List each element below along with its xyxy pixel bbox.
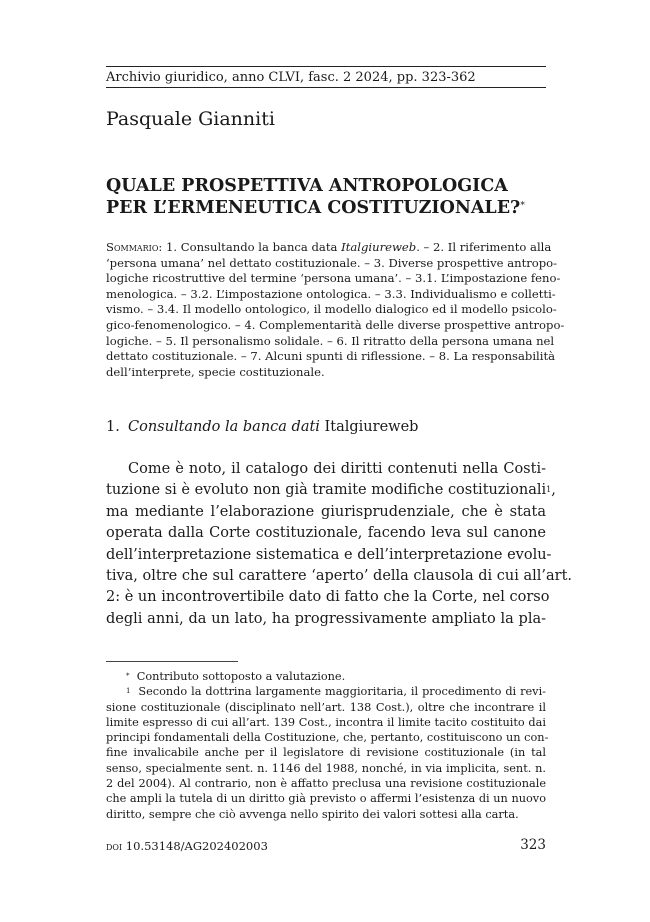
section-heading <box>106 419 418 435</box>
footnote-1-line: senso, specialmente sent. n. 1146 del 1988, nonché, in via implicita, sent. n. <box>106 761 546 775</box>
summary-text: . – 2. Il riferimento alla <box>416 240 552 254</box>
footnote-1-line: limite espresso di cui all’art. 139 Cost., incontra il limite tacito costituito dai <box>106 715 546 729</box>
title-line-1: QUALE PROSPETTIVA ANTROPOLOGICA <box>106 176 508 196</box>
footnote-1-line: fine invalicabile anche per il legislatore di revisione costituzionale (in tal <box>106 746 546 760</box>
summary-line: menologica. – 3.2. L’impostazione ontologica. – 3.3. Individualismo e colletti- <box>106 286 556 301</box>
footnotes <box>106 669 549 822</box>
header-top-rule <box>106 66 546 67</box>
doi-value[interactable]: 10.53148/AG202402003 <box>122 839 268 853</box>
footnote-1-text: Secondo la dottrina largamente maggioritaria, il procedimento di revi- <box>138 685 546 699</box>
summary-text: : 1. Consultando la banca data <box>158 240 342 254</box>
footnote-1-line: che ampli la tutela di un diritto già previsto o affermi l’esistenza di un nuovo <box>106 792 546 806</box>
title-line-2-text: PER L’ERMENEUTICA COSTITUZIONALE? <box>106 198 521 218</box>
section-title-italic: Consultando la banca dati <box>128 419 320 435</box>
body-line: ma mediante l’elaborazione giurisprudenziale, che è stata <box>106 503 546 520</box>
footnote-1-mark: 1 <box>126 687 131 696</box>
body-line: dell’interpretazione sistematica e dell’interpretazione evolu- <box>106 546 552 563</box>
body-line: 2: è un incontrovertibile dato di fatto che la Corte, nel corso <box>106 589 550 606</box>
body-text <box>106 459 573 630</box>
doi-label: doi <box>106 839 123 853</box>
footnote-1-line: principi fondamentali della Costituzione, che, pertanto, costituiscono un con- <box>106 731 549 745</box>
summary-block <box>106 240 565 380</box>
summary-line: logiche. – 5. Il personalismo solidale. – 6. Il ritratto della persona umana nel <box>106 333 555 348</box>
summary-line: vismo. – 3.4. Il modello ontologico, il modello dialogico ed il modello psicolo- <box>106 302 557 317</box>
footnote-1-line: sione costituzionale (disciplinato nell’art. 138 Cost.), oltre che incontrare il <box>106 700 546 714</box>
doi-line <box>106 839 268 853</box>
body-line-text: tuzione si è evoluto non già tramite modifiche costituzionali <box>106 482 547 499</box>
footnote-separator <box>106 661 238 662</box>
page-number: 323 <box>520 837 546 853</box>
footnote-star-text: Contributo sottoposto a valutazione. <box>136 670 346 683</box>
journal-citation: Archivio giuridico, anno CLVI, fasc. 2 2024, pp. 323-362 <box>106 70 476 85</box>
section-title-roman: Italgiureweb <box>319 419 419 435</box>
summary-italic: Italgiureweb <box>341 240 417 254</box>
footnote-1-line: 2 del 2004). Al contrario, non è affatto preclusa una revisione costituzionale <box>106 777 546 791</box>
body-line: degli anni, da un lato, ha progressivamente ampliato la pla- <box>106 610 546 627</box>
summary-line <box>106 240 552 256</box>
footnote-1-line: diritto, sempre che ciò avvenga nello spirito dei valori sottesi alla carta. <box>106 807 519 821</box>
body-line <box>106 480 556 501</box>
title-footnote-mark: * <box>520 201 525 211</box>
footnote-star <box>106 669 546 684</box>
body-line: tiva, oltre che sul carattere ‘aperto’ della clausola di cui all’art. <box>106 568 573 585</box>
footnote-1-line <box>106 684 546 699</box>
article-title <box>106 175 525 219</box>
footnote-star-mark: * <box>126 672 130 680</box>
summary-label: Sommario <box>106 240 159 254</box>
title-line-2 <box>106 197 525 219</box>
body-line: Come è noto, il catalogo dei diritti contenuti nella Costi- <box>128 461 546 477</box>
summary-line: gico-fenomenologico. – 4. Complementarità delle diverse prospettive antropo- <box>106 317 565 332</box>
paper-page <box>106 0 573 922</box>
summary-line: dettato costituzionale. – 7. Alcuni spunti di riflessione. – 8. La responsabilità <box>106 349 556 364</box>
summary-line: ‘persona umana’ nel dettato costituzionale. – 3. Diverse prospettive antropo- <box>106 255 558 270</box>
body-line: operata dalla Corte costituzionale, facendo leva sul canone <box>106 525 546 542</box>
summary-line: dell’interprete, specie costituzionale. <box>106 364 325 379</box>
header-bottom-rule <box>106 87 546 88</box>
section-number: 1. <box>106 419 120 435</box>
summary-line: logiche ricostruttive del termine ‘persona umana’. – 3.1. L’impostazione feno- <box>106 271 561 286</box>
author-name: Pasquale Gianniti <box>106 108 275 130</box>
body-line-text: , <box>551 482 556 499</box>
footnote-ref-1[interactable]: 1 <box>546 485 552 495</box>
